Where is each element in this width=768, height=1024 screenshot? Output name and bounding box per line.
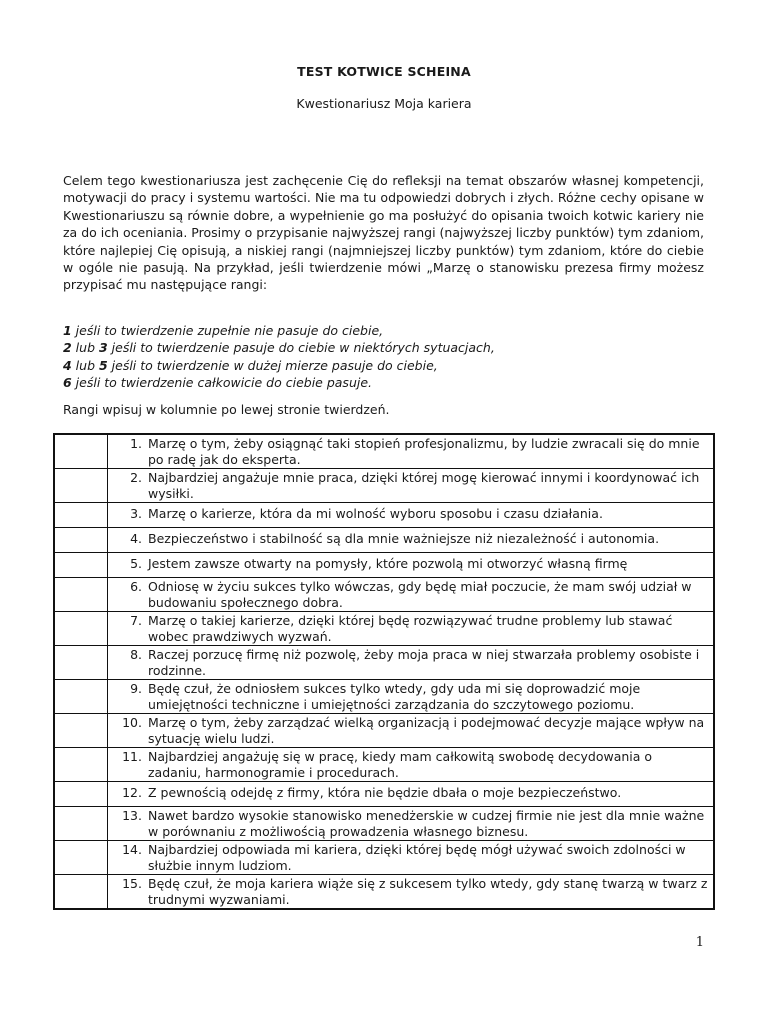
rank-scale-item: 6 jeśli to twierdzenie całkowicie do ciebie pasuje. (63, 375, 373, 391)
table-row (54, 646, 714, 680)
statement-number: 8. (130, 647, 142, 662)
statement-cell (108, 841, 715, 875)
statement-text: Jestem zawsze otwarty na pomysły, które pozwolą mi otworzyć własną firmę (148, 556, 628, 571)
statement-number: 3. (130, 506, 142, 521)
rank-cell[interactable] (54, 612, 108, 646)
statement-number: 2. (130, 470, 142, 485)
table-row (54, 469, 714, 503)
statement-cell (108, 680, 715, 714)
rank-cell[interactable] (54, 680, 108, 714)
statement-text: Najbardziej odpowiada mi kariera, dzięki której będę mógł używać swoich zdolności w służbie innym ludziom. (148, 842, 686, 873)
statement-text: Najbardziej angażuję się w pracę, kiedy mam całkowitą swobodę decydowania o zadaniu, harmonogramie i procedurach. (148, 749, 653, 780)
statement-cell (108, 503, 715, 528)
statement-number: 11. (122, 749, 142, 764)
statement-text: Nawet bardzo wysokie stanowisko menedżerskie w cudzej firmie nie jest dla mnie ważne w porównaniu z możliwością prowadzenia własnego biznesu. (148, 808, 705, 839)
instruction-note: Rangi wpisuj w kolumnie po lewej stronie twierdzeń. (63, 402, 390, 417)
statement-cell (108, 528, 715, 553)
rank-cell[interactable] (54, 553, 108, 578)
statement-number: 12. (122, 785, 142, 800)
statement-number: 10. (122, 715, 142, 730)
rank-cell[interactable] (54, 807, 108, 841)
statement-cell (108, 434, 715, 469)
rank-scale-item: 2 lub 3 jeśli to twierdzenie pasuje do ciebie w niektórych sytuacjach, (63, 340, 495, 356)
statement-cell (108, 875, 715, 910)
table-row (54, 578, 714, 612)
rank-cell[interactable] (54, 528, 108, 553)
rank-scale (63, 322, 495, 392)
statement-text: Raczej porzucę firmę niż pozwolę, żeby moja praca w niej stwarzała problemy osobiste i rodzinne. (148, 647, 700, 678)
statement-number: 7. (130, 613, 142, 628)
statement-text: Najbardziej angażuje mnie praca, dzięki której mogę kierować innymi i koordynować ich wysiłki. (148, 470, 700, 501)
rank-cell[interactable] (54, 469, 108, 503)
statement-cell (108, 714, 715, 748)
rank-cell[interactable] (54, 714, 108, 748)
table-row (54, 612, 714, 646)
table-row (54, 841, 714, 875)
intro-paragraph (63, 172, 704, 294)
table-row (54, 553, 714, 578)
statement-cell (108, 612, 715, 646)
statement-number: 13. (122, 808, 142, 823)
statement-cell (108, 646, 715, 680)
page-number: 1 (695, 935, 704, 950)
table-row (54, 875, 714, 910)
document-subtitle: Kwestionariusz Moja kariera (296, 96, 472, 111)
table-row (54, 434, 714, 469)
statement-number: 5. (130, 556, 142, 571)
rank-cell[interactable] (54, 503, 108, 528)
statement-number: 15. (122, 876, 142, 891)
rank-cell[interactable] (54, 748, 108, 782)
statement-text: Marzę o tym, żeby zarządzać wielką organizacją i podejmować decyzje mające wpływ na sytuację wielu ludzi. (148, 715, 705, 746)
statement-text: Będę czuł, że moja kariera wiąże się z sukcesem tylko wtedy, gdy stanę twarzą w twarz z trudnymi wyzwaniami. (148, 876, 708, 907)
statement-cell (108, 807, 715, 841)
statement-number: 4. (130, 531, 142, 546)
statement-cell (108, 553, 715, 578)
statement-number: 6. (130, 579, 142, 594)
statement-cell (108, 578, 715, 612)
statement-text: Będę czuł, że odniosłem sukces tylko wtedy, gdy uda mi się doprowadzić moje umiejętności techniczne i umiejętności zarządzania do szczytowego poziomu. (148, 681, 641, 712)
table-row (54, 807, 714, 841)
rank-cell[interactable] (54, 782, 108, 807)
rank-cell[interactable] (54, 434, 108, 469)
statement-text: Bezpieczeństwo i stabilność są dla mnie ważniejsze niż niezależność i autonomia. (148, 531, 660, 546)
statement-text: Marzę o karierze, która da mi wolność wyboru sposobu i czasu działania. (148, 506, 603, 521)
statement-cell (108, 469, 715, 503)
table-row (54, 748, 714, 782)
table-row (54, 714, 714, 748)
statement-number: 1. (130, 436, 142, 451)
table-row (54, 503, 714, 528)
statement-number: 9. (130, 681, 142, 696)
rank-cell[interactable] (54, 578, 108, 612)
statement-text: Marzę o takiej karierze, dzięki której będę rozwiązywać trudne problemy lub stawać wobec prawdziwych wyzwań. (148, 613, 673, 644)
rank-scale-item: 4 lub 5 jeśli to twierdzenie w dużej mierze pasuje do ciebie, (63, 357, 438, 373)
rank-cell[interactable] (54, 646, 108, 680)
table-row (54, 680, 714, 714)
statement-number: 14. (122, 842, 142, 857)
table-row (54, 782, 714, 807)
statement-text: Z pewnością odejdę z firmy, która nie będzie dbała o moje bezpieczeństwo. (148, 785, 622, 800)
statement-cell (108, 782, 715, 807)
statements-table (53, 433, 715, 910)
intro-text: Celem tego kwestionariusza jest zachęcenie Cię do refleksji na temat obszarów własnej kompetencji, motywacji do pracy i systemu wartości. Nie ma tu odpowiedzi dobrych i złych. Różne cechy opisane w Kwestionariuszu są równie dobre, a wypełnienie go ma posłużyć do opisania twoich kotwic kariery nie za do ich oceniania. Prosimy o przypisanie najwyższej rangi (najwyższej liczby punktów) tym zdaniom, które najlepiej Cię opisują, a niskiej rangi (najmniejszej liczby punktów) tym zdaniom, które do ciebie w ogóle nie pasują. Na przykład, jeśli twierdzenie mówi „Marzę o stanowisku prezesa firmy możesz przypisać mu następujące rangi: (63, 173, 704, 293)
statement-text: Marzę o tym, żeby osiągnąć taki stopień profesjonalizmu, by ludzie zwracali się do mnie po radę jak do eksperta. (148, 436, 700, 467)
statement-cell (108, 748, 715, 782)
rank-cell[interactable] (54, 875, 108, 910)
table-row (54, 528, 714, 553)
rank-scale-item: 1 jeśli to twierdzenie zupełnie nie pasuje do ciebie, (63, 323, 384, 338)
statement-text: Odniosę w życiu sukces tylko wówczas, gdy będę miał poczucie, że mam swój udział w budowaniu społecznego dobra. (148, 579, 692, 610)
document-title: TEST KOTWICE SCHEINA (297, 64, 471, 79)
rank-cell[interactable] (54, 841, 108, 875)
